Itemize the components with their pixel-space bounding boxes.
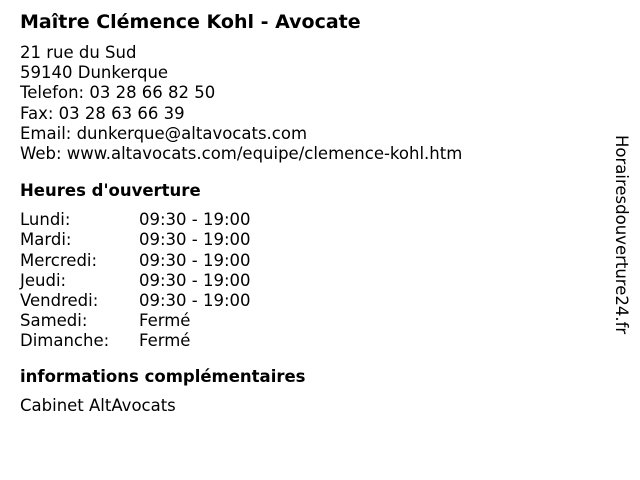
- time-value: 09:30 - 19:00: [139, 230, 251, 250]
- hours-row-friday: [20, 291, 462, 311]
- time-value: 09:30 - 19:00: [139, 290, 251, 310]
- fax-number: Fax: 03 28 63 66 39: [20, 103, 185, 123]
- time-value: Fermé: [139, 311, 191, 331]
- site-watermark: Horairesdouverture24.fr: [612, 135, 631, 335]
- day-label: Lundi:: [20, 210, 71, 230]
- opening-hours-table: [20, 210, 462, 351]
- hours-row-sunday: [20, 331, 462, 351]
- day-label: Vendredi:: [20, 290, 99, 310]
- time-value: 09:30 - 19:00: [139, 250, 251, 270]
- additional-info-heading: informations complémentaires: [20, 366, 306, 386]
- city-address: 59140 Dunkerque: [20, 63, 169, 83]
- opening-hours-heading: Heures d'ouverture: [20, 181, 201, 201]
- contact-block: [20, 43, 462, 164]
- hours-row-wednesday: [20, 251, 462, 271]
- page-title: Maître Clémence Kohl - Avocate: [20, 11, 361, 33]
- email-address: Email: dunkerque@altavocats.com: [20, 123, 308, 143]
- day-label: Dimanche:: [20, 331, 110, 351]
- hours-row-saturday: [20, 311, 462, 331]
- phone-number: Telefon: 03 28 66 82 50: [20, 83, 216, 103]
- hours-row-tuesday: [20, 230, 462, 250]
- website-url: Web: www.altavocats.com/equipe/clemence-kohl.htm: [20, 144, 463, 164]
- street-address: 21 rue du Sud: [20, 43, 137, 62]
- hours-row-monday: [20, 210, 462, 230]
- time-value: Fermé: [139, 331, 191, 351]
- business-card: [20, 9, 462, 416]
- hours-row-thursday: [20, 271, 462, 291]
- day-label: Jeudi:: [20, 270, 67, 290]
- additional-info-text: Cabinet AltAvocats: [20, 395, 176, 415]
- day-label: Mercredi:: [20, 250, 98, 270]
- day-label: Samedi:: [20, 311, 88, 331]
- day-label: Mardi:: [20, 230, 72, 250]
- time-value: 09:30 - 19:00: [139, 270, 251, 290]
- time-value: 09:30 - 19:00: [139, 210, 251, 230]
